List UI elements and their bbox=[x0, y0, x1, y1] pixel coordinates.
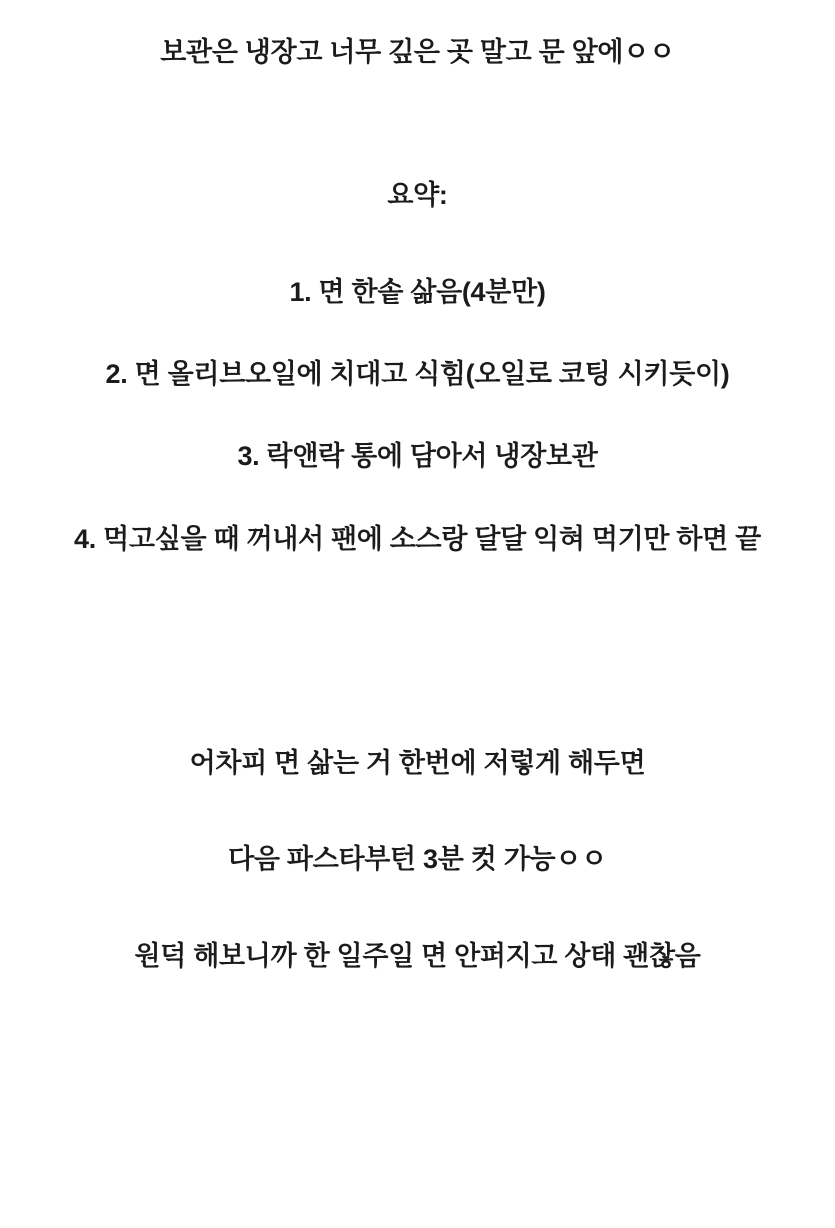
closing-text bbox=[30, 744, 805, 975]
list-item: 3. 락앤락 통에 담아서 냉장보관 bbox=[237, 441, 598, 472]
steps-list bbox=[30, 273, 805, 558]
list-item: 2. 면 올리브오일에 치대고 식힘(오일로 코팅 시키듯이) bbox=[105, 358, 730, 389]
list-item: 1. 면 한솥 삶음(4분만) bbox=[289, 276, 546, 307]
closing-line: 다음 파스타부턴 3분 컷 가능ㅇㅇ bbox=[228, 844, 607, 875]
spacer bbox=[30, 476, 805, 520]
summary-label: 요약: bbox=[387, 180, 448, 211]
spacer bbox=[30, 558, 805, 744]
closing-line: 원덕 해보니까 한 일주일 면 안퍼지고 상태 괜찮음 bbox=[134, 940, 701, 971]
list-item: 4. 먹고싶을 때 꺼내서 팬에 소스랑 달달 익혀 먹기만 하면 끝 bbox=[74, 523, 761, 554]
spacer bbox=[30, 393, 805, 437]
document-page bbox=[0, 33, 835, 1228]
headline-text: 보관은 냉장고 너무 깊은 곳 말고 문 앞에ㅇㅇ bbox=[160, 37, 675, 67]
spacer bbox=[30, 879, 805, 937]
spacer bbox=[30, 782, 805, 840]
spacer bbox=[30, 311, 805, 355]
closing-line: 어차피 면 삶는 거 한번에 저렇게 해두면 bbox=[189, 747, 646, 778]
spacer bbox=[30, 71, 805, 176]
spacer bbox=[30, 215, 805, 273]
